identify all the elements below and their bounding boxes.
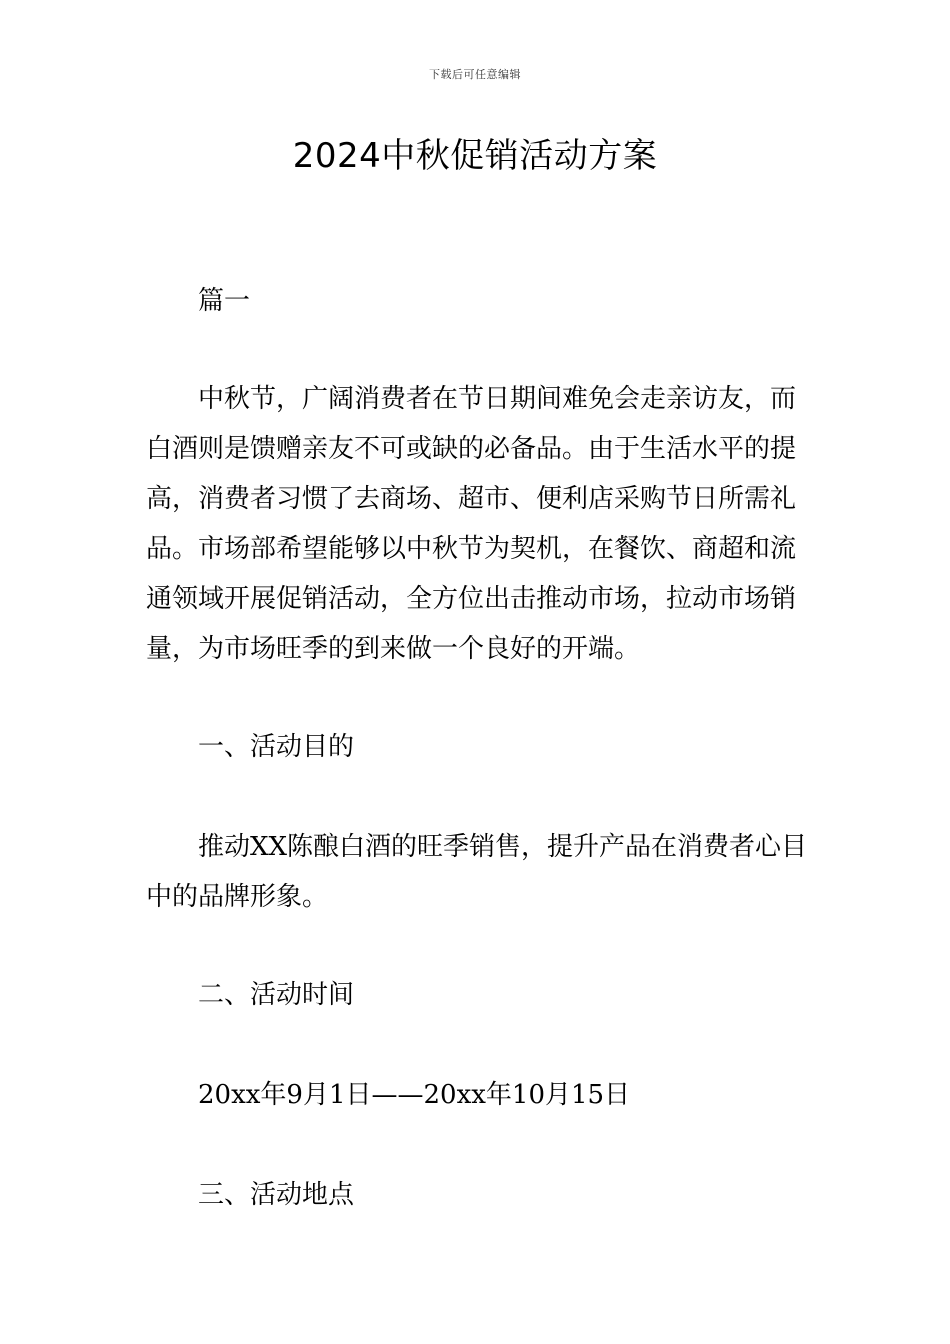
- intro-line: 品。市场部希望能够以中秋节为契机，在餐饮、商超和流: [146, 534, 797, 564]
- header-note: 下载后可任意编辑: [429, 68, 521, 81]
- purpose-line: 推动XX陈酿白酒的旺季销售，提升产品在消费者心目: [198, 832, 808, 862]
- heading-location-text: 三、活动地点: [198, 1180, 355, 1210]
- intro-paragraph: [146, 374, 806, 674]
- intro-line: 高，消费者习惯了去商场、超市、便利店采购节日所需礼: [146, 484, 797, 514]
- purpose-paragraph: [146, 822, 806, 922]
- heading-time: [146, 970, 806, 1020]
- intro-line: 量，为市场旺季的到来做一个良好的开端。: [146, 634, 641, 664]
- heading-purpose-text: 一、活动目的: [198, 732, 355, 762]
- document-title: 2024中秋促销活动方案: [292, 136, 658, 176]
- section-label-text: 篇一: [198, 286, 251, 316]
- time-text: 20xx年9月1日——20xx年10月15日: [198, 1080, 631, 1110]
- section-label: [146, 276, 806, 326]
- intro-line: 通领域开展促销活动，全方位出击推动市场，拉动市场销: [146, 584, 797, 614]
- heading-time-text: 二、活动时间: [198, 980, 355, 1010]
- heading-purpose: [146, 722, 806, 772]
- intro-line: 白酒则是馈赠亲友不可或缺的必备品。由于生活水平的提: [146, 434, 797, 464]
- heading-location: [146, 1170, 806, 1220]
- time-paragraph: [146, 1070, 806, 1120]
- intro-line: 中秋节，广阔消费者在节日期间难免会走亲访友，而: [198, 384, 797, 414]
- purpose-line: 中的品牌形象。: [146, 882, 329, 912]
